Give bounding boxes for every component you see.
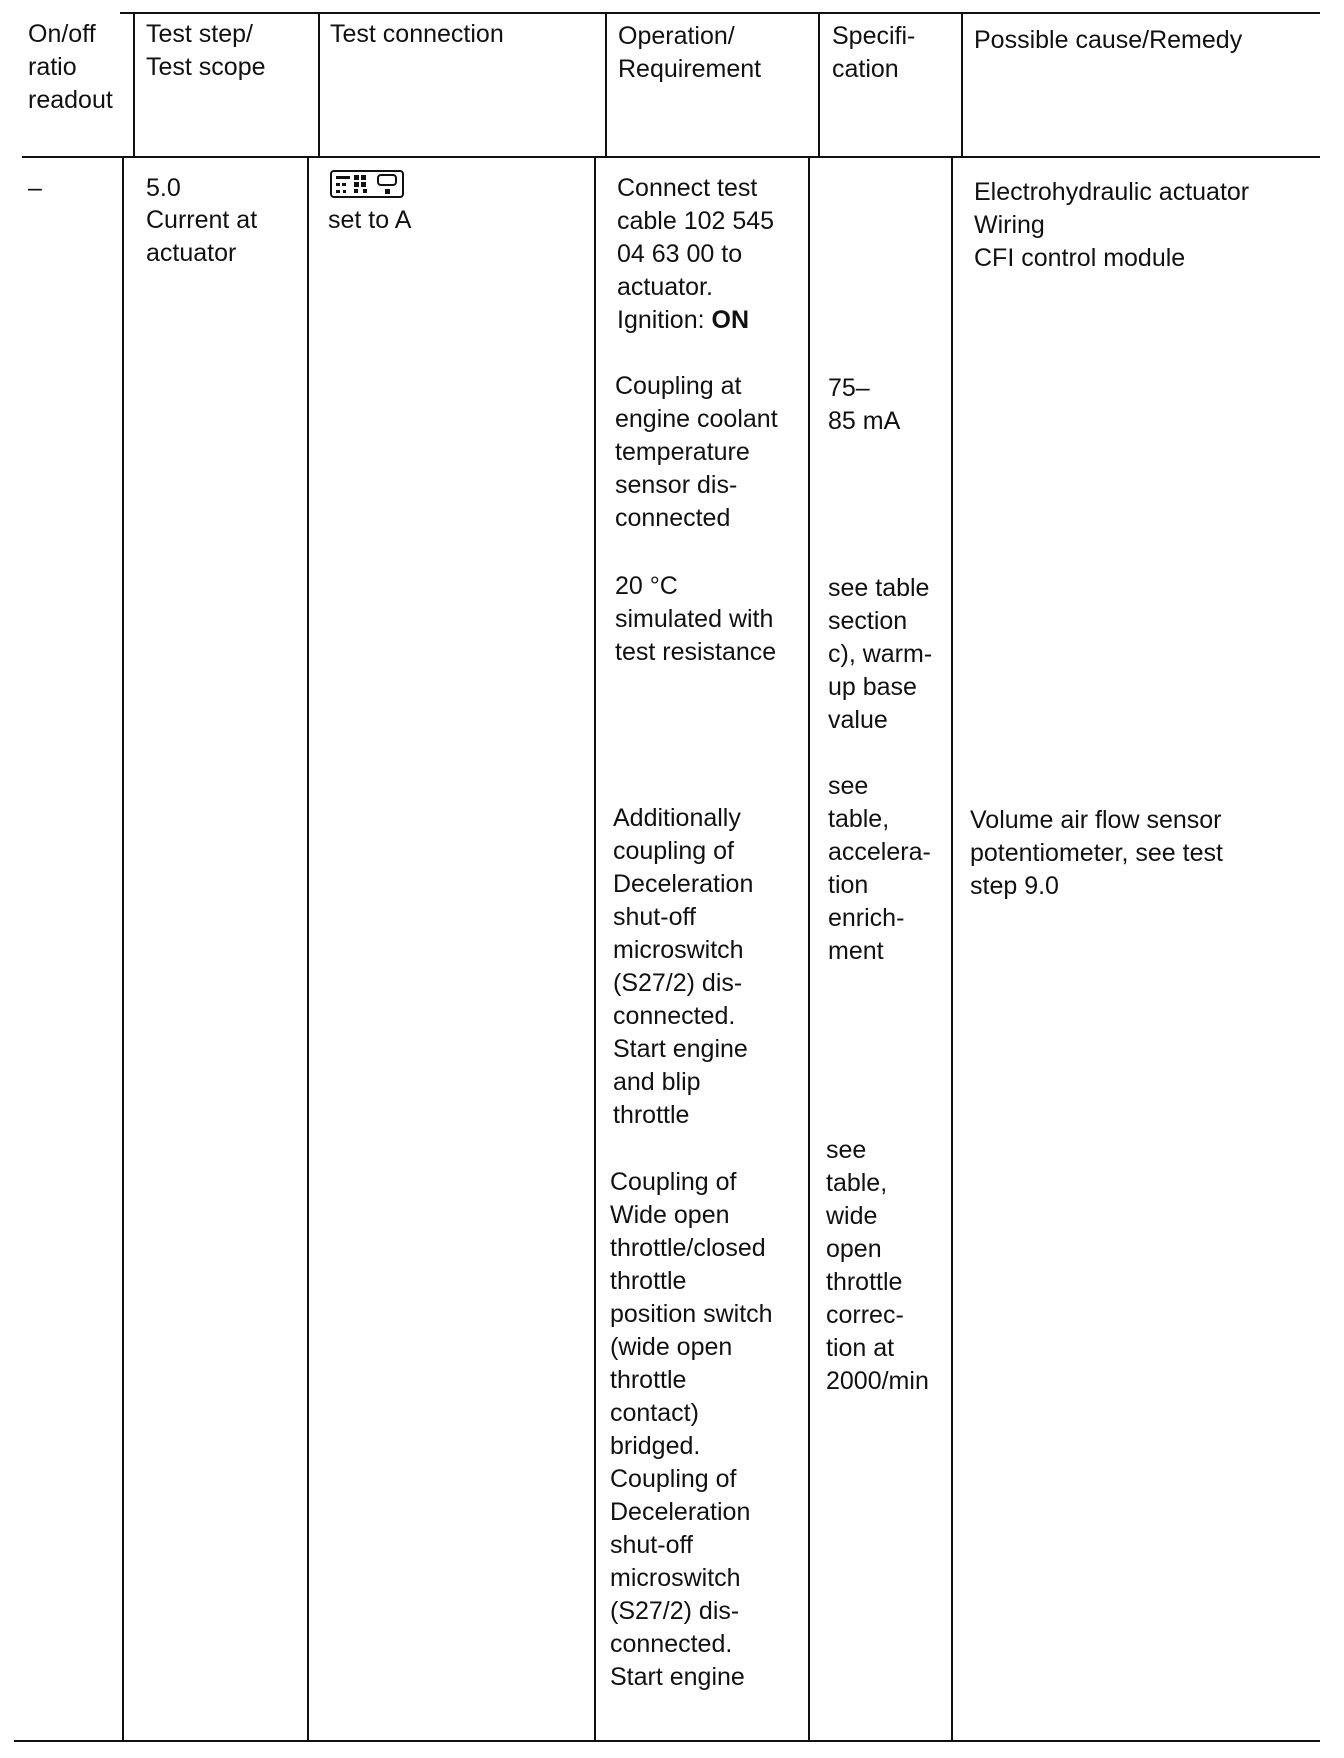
table-bottom-rule	[14, 1740, 1320, 1742]
spec-current-range: 75– 85 mA	[828, 374, 901, 435]
operation-throttle-switch: Coupling of Wide open throttle/closed throttle position switch (wide open throttle contact) bridged. Coupling of Deceleration shut-off microswitch (S27/2) dis- connected. Start engine	[610, 1168, 773, 1691]
multimeter-icon	[330, 170, 404, 198]
test-step-scope: Current at actuator	[146, 206, 258, 267]
column-divider-2-body	[307, 156, 309, 1740]
readout-value: –	[28, 174, 42, 202]
header-readout: On/off ratio readout	[28, 20, 113, 114]
header-test-connection: Test connection	[330, 20, 504, 48]
column-divider-4-body	[808, 156, 810, 1740]
header-operation: Operation/ Requirement	[618, 22, 762, 83]
operation-simulated-temperature: 20 °C simulated with test resistance	[615, 572, 777, 666]
ignition-label: Ignition:	[617, 306, 712, 334]
operation-coolant-sensor: Coupling at engine coolant temperature sensor dis- connected	[615, 372, 778, 532]
operation-connect-cable: Connect test cable 102 545 04 63 00 to actuator.	[617, 174, 775, 301]
table-top-rule	[120, 12, 1320, 14]
test-step-number: 5.0	[146, 174, 181, 202]
column-divider-5	[961, 12, 963, 156]
cause-actuator-wiring-module: Electrohydraulic actuator Wiring CFI control module	[974, 178, 1250, 272]
column-divider-2	[318, 12, 320, 156]
test-connection-setting: set to A	[328, 206, 412, 234]
header-specification: Specifi- cation	[832, 22, 916, 83]
column-divider-4	[818, 12, 820, 156]
cause-air-flow-sensor: Volume air flow sensor potentiometer, see test step 9.0	[970, 806, 1223, 900]
column-divider-5-body	[951, 156, 953, 1740]
column-divider-3	[605, 12, 607, 156]
column-divider-1-body	[122, 156, 124, 1740]
spec-warmup-base-value: see table section c), warm- up base value	[828, 574, 933, 734]
header-test-step: Test step/ Test scope	[146, 20, 266, 81]
operation-ignition-line	[617, 304, 749, 337]
operation-deceleration-switch: Additionally coupling of Deceleration shut-off microswitch (S27/2) dis- connected. Start engine and blip throttle	[613, 804, 754, 1129]
ignition-value: ON	[711, 306, 750, 334]
header-possible-cause: Possible cause/Remedy	[974, 26, 1243, 54]
spec-wide-open-throttle: see table, wide open throttle correc- tion at 2000/min	[826, 1136, 929, 1395]
header-bottom-rule	[22, 156, 1320, 158]
column-divider-3-body	[594, 156, 596, 1740]
spec-acceleration-enrichment: see table, accelera- tion enrich- ment	[828, 772, 931, 965]
column-divider-1	[133, 12, 135, 156]
